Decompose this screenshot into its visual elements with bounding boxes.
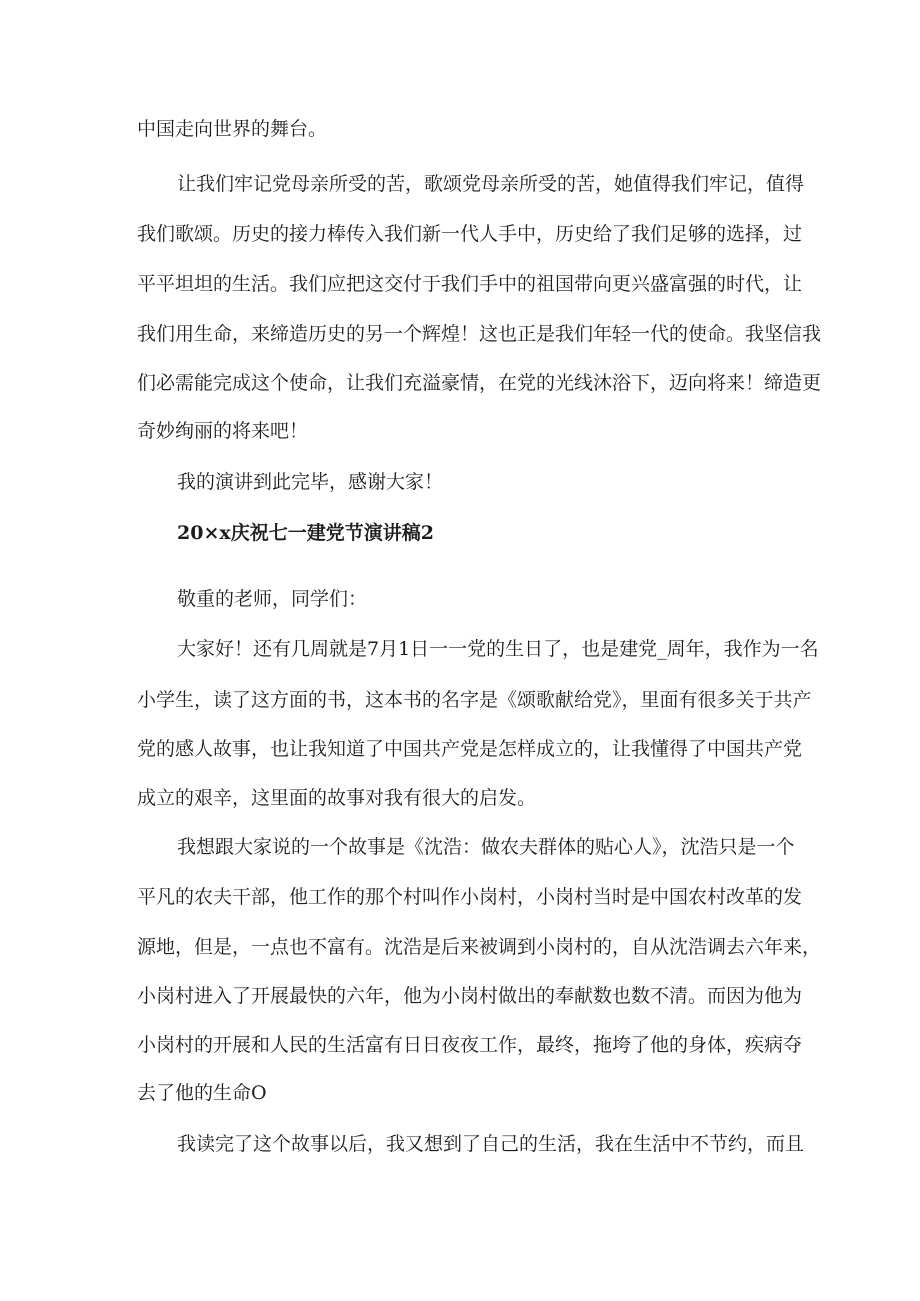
section-heading: 20×x庆祝七一建党节演讲稿2 [177,522,434,544]
paragraph-line: 平凡的农夫干部，他工作的那个村叫作小岗村，小岗村当时是中国农村改革的发 [137,886,803,908]
paragraph-line: 我想跟大家说的一个故事是《沈浩：做农夫群体的贴心人》，沈浩只是一个 [177,836,795,858]
paragraph-line: 小学生，读了这方面的书，这本书的名字是《颂歌献给党》，里面有很多关于共产 [137,689,812,711]
paragraph-line: 让我们牢记党母亲所受的苦，歌颂党母亲所受的苦，她值得我们牢记，值得 [177,173,805,195]
paragraph-line: 去了他的生命O [137,1082,267,1104]
paragraph-line: 我们用生命，来缔造历史的另一个辉煌！这也正是我们年轻一代的使命。我坚信我 [137,323,822,345]
paragraph-line: 中国走向世界的舞台。 [137,118,328,140]
paragraph-line: 我们歌颂。历史的接力棒传入我们新一代人手中，历史给了我们足够的选择，过 [137,223,803,245]
paragraph-line: 我读完了这个故事以后，我又想到了自己的生活，我在生活中不节约，而且 [177,1133,805,1155]
paragraph-line: 我的演讲到此完毕，感谢大家！ [177,471,444,493]
paragraph-line: 小岗村进入了开展最快的六年，他为小岗村做出的奉献数也数不清。而因为他为 [137,985,803,1007]
paragraph-line: 小岗村的开展和人民的生活富有日日夜夜工作，最终，拖垮了他的身体，疾病夺 [137,1034,803,1056]
paragraph-line: 大家好！还有几周就是7月1日一一党的生日了，也是建党_周年，我作为一名 [177,638,819,660]
paragraph-line: 成立的艰辛，这里面的故事对我有很大的启发。 [137,787,537,809]
paragraph-line: 党的感人故事，也让我知道了中国共产党是怎样成立的，让我懂得了中国共产党 [137,738,803,760]
salutation: 敬重的老师，同学们： [177,588,368,610]
paragraph-line: 平平坦坦的生活。我们应把这交付于我们手中的祖国带向更兴盛富强的时代，让 [137,273,803,295]
paragraph-line: 奇妙绚丽的将来吧！ [137,420,309,442]
paragraph-line: 源地，但是，一点也不富有。沈浩是后来被调到小岗村的，自从沈浩调去六年来， [137,936,822,958]
paragraph-line: 们必需能完成这个使命，让我们充溢豪情，在党的光线沐浴下，迈向将来！缔造更 [137,372,822,394]
